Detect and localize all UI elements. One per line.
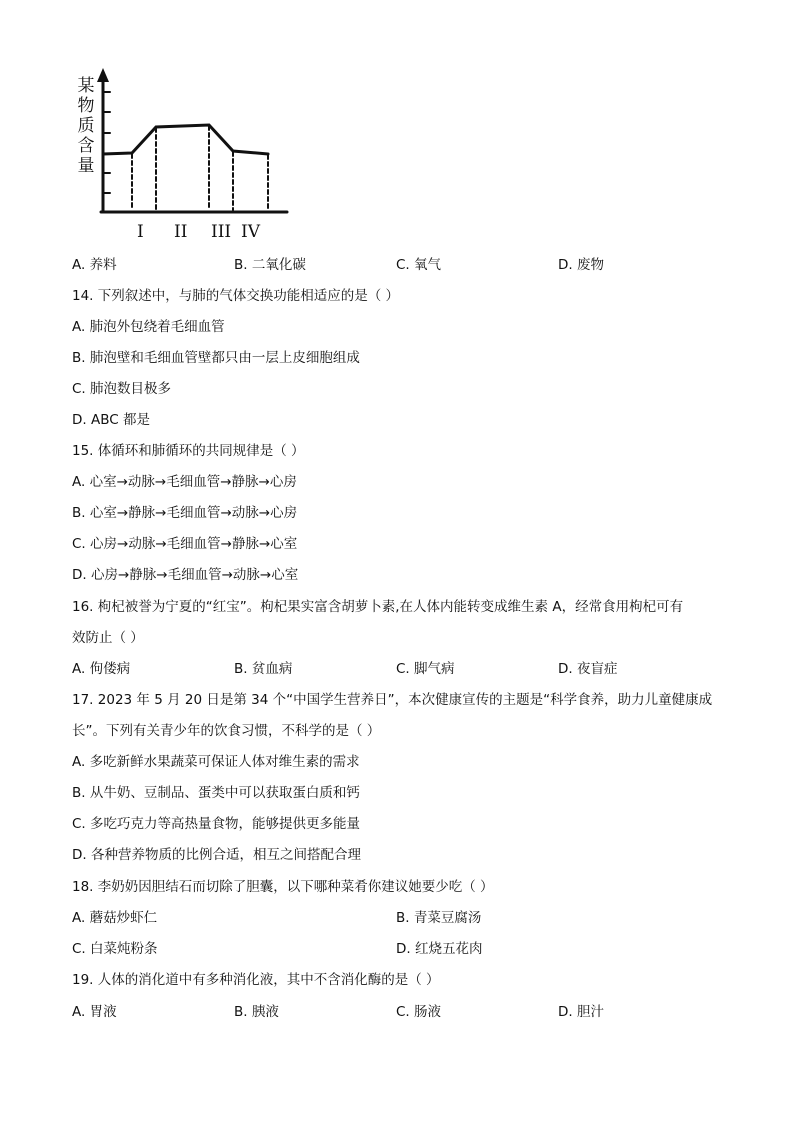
q15-option-b: B. 心室→静脉→毛细血管→动脉→心房 — [72, 505, 298, 521]
y-label-char: 物 — [77, 96, 95, 116]
content-curve — [103, 125, 268, 154]
q13-option-a: A. 养料 — [72, 257, 117, 273]
q14-option-b: B. 肺泡壁和毛细血管壁都只由一层上皮细胞组成 — [72, 350, 360, 366]
q16-option-d: D. 夜盲症 — [558, 661, 618, 677]
q14-option-c: C. 肺泡数目极多 — [72, 381, 172, 397]
q15-option-d: D. 心房→静脉→毛细血管→动脉→心室 — [72, 567, 299, 583]
q19-option-d: D. 胆汁 — [558, 1004, 604, 1020]
graph-y-label — [76, 76, 96, 176]
y-label-char: 某 — [77, 76, 95, 96]
q19-stem: 19. 人体的消化道中有多种消化液，其中不含消化酶的是（ ） — [72, 972, 440, 988]
q14-option-d: D. ABC 都是 — [72, 412, 150, 428]
q16-stem-line1: 16. 枸杞被誉为宁夏的“红宝”。枸杞果实富含胡萝卜素,在人体内能转变成维生素 A，经常食用枸杞可有 — [72, 599, 684, 615]
x-tick-label: IV — [241, 222, 260, 242]
y-label-char: 质 — [77, 116, 95, 136]
q17-option-a: A. 多吃新鲜水果蔬菜可保证人体对维生素的需求 — [72, 754, 360, 770]
q19-option-a: A. 胃液 — [72, 1004, 117, 1020]
q18-option-d: D. 红烧五花肉 — [396, 941, 483, 957]
substance-content-graph — [70, 64, 310, 254]
q13-option-c: C. 氧气 — [396, 257, 442, 273]
q16-option-b: B. 贫血病 — [234, 661, 293, 677]
q16-option-c: C. 脚气病 — [396, 661, 455, 677]
x-tick-label: II — [174, 222, 188, 242]
q13-option-b: B. 二氧化碳 — [234, 257, 306, 273]
q15-option-c: C. 心房→动脉→毛细血管→静脉→心室 — [72, 536, 298, 552]
q17-option-b: B. 从牛奶、豆制品、蛋类中可以获取蛋白质和钙 — [72, 785, 360, 801]
q17-stem-line1: 17. 2023 年 5 月 20 日是第 34 个“中国学生营养日”，本次健康宣传的主题是“科学食养，助力儿童健康成 — [72, 692, 713, 708]
q17-stem-line2: 长”。下列有关青少年的饮食习惯，不科学的是（ ） — [72, 723, 381, 739]
q14-option-a: A. 肺泡外包绕着毛细血管 — [72, 319, 225, 335]
q17-option-c: C. 多吃巧克力等高热量食物，能够提供更多能量 — [72, 816, 361, 832]
y-axis-arrow — [97, 68, 109, 82]
y-label-char: 含 — [77, 136, 95, 156]
x-tick-label: I — [137, 222, 144, 242]
q18-option-b: B. 青菜豆腐汤 — [396, 910, 482, 926]
x-tick-label: III — [211, 222, 232, 242]
y-label-char: 量 — [77, 156, 95, 176]
q18-option-c: C. 白菜炖粉条 — [72, 941, 158, 957]
q13-option-d: D. 废物 — [558, 257, 604, 273]
q14-stem: 14. 下列叙述中，与肺的气体交换功能相适应的是（ ） — [72, 288, 400, 304]
q18-stem: 18. 李奶奶因胆结石而切除了胆囊，以下哪种菜肴你建议她要少吃（ ） — [72, 879, 494, 895]
q15-stem: 15. 体循环和肺循环的共同规律是（ ） — [72, 443, 305, 459]
q15-option-a: A. 心室→动脉→毛细血管→静脉→心房 — [72, 474, 297, 490]
q16-stem-line2: 效防止（ ） — [72, 630, 144, 646]
q18-option-a: A. 蘑菇炒虾仁 — [72, 910, 158, 926]
q17-option-d: D. 各种营养物质的比例合适，相互之间搭配合理 — [72, 847, 361, 863]
q16-option-a: A. 佝偻病 — [72, 661, 131, 677]
q19-option-c: C. 肠液 — [396, 1004, 442, 1020]
q19-option-b: B. 胰液 — [234, 1004, 279, 1020]
